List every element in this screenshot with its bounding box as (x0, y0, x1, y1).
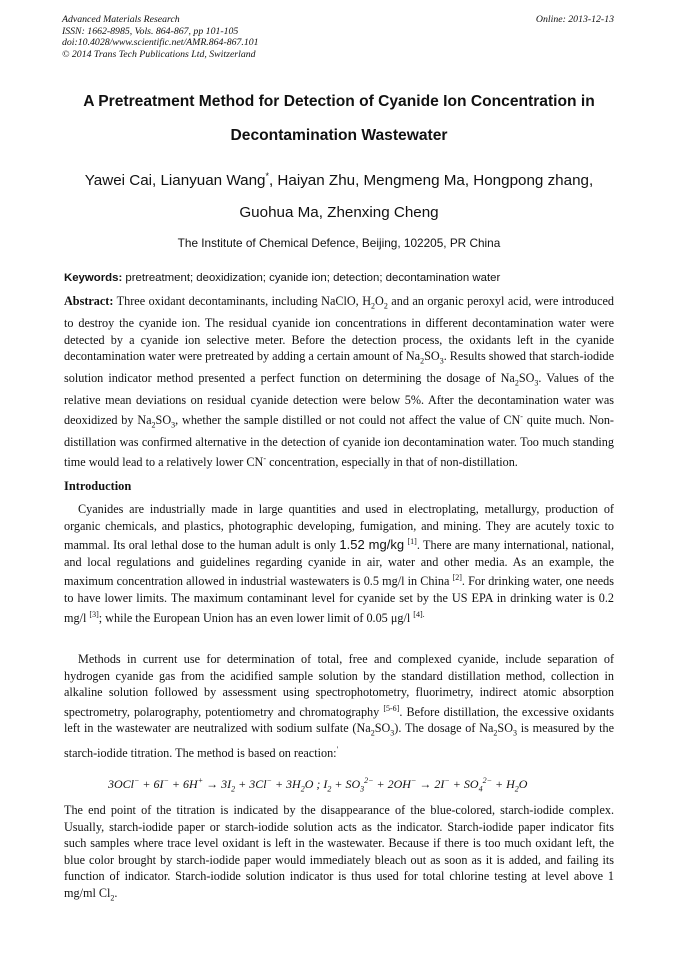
issn-line: ISSN: 1662-8985, Vols. 864-867, pp 101-105 (62, 25, 239, 37)
keywords-label: Keywords: (64, 272, 123, 284)
paper-title-line-2: Decontamination Wastewater (230, 127, 448, 144)
keywords (64, 271, 624, 286)
journal-header (62, 14, 259, 60)
authors-line-1: Yawei Cai, Lianyuan Wang*, Haiyan Zhu, Mengmeng Ma, Hongpong zhang, (84, 171, 594, 190)
reaction-equation: $3OCl^- + 6I^- + 6H^+ \to 3I_2 + 3Cl^- + 3H_2O$ ; $I_2 + SO_3^{2-} + 2OH^- \to 2I^- + SO_4^{2-} + H_2O$ (108, 776, 528, 794)
paper-title-line-1: A Pretreatment Method for Detection of Cyanide Ion Concentration in (83, 93, 595, 110)
authors-line-2: Guohua Ma, Zhenxing Cheng (239, 204, 439, 221)
introduction-paragraph-1: Cyanides are industrially made in large quantities and used in electroplating, metallurgy, production of organic chemicals, and plastics, photographic developing, fumigation, and mining. They are acutely toxic to mammal. Its oral lethal dose to the human adult is only 1.52 mg/kg [1]. There are many international, national, and local regulations and guidelines regarding cyanide in air, water and other media. As an example, the maximum concentration allowed in industrial wastewaters is 0.5 mg/l in China [2]. For drinking water, one needs to have lower limits. The maximum contaminant level for cyanide set by the US EPA in drinking water is 0.2 mg/l [3]; while the European Union has an even lower limit of 0.05 μg/l $^{[4].}$ (64, 502, 615, 625)
online-date: Online: 2013-12-13 (535, 14, 614, 25)
corresponding-author-mark: * (265, 171, 269, 181)
introduction-paragraph-2: Methods in current use for determination of total, free and complexed cyanide, include separation of hydrogen cyanide gas from the acidified sample solution by the standard distillation method, collection in alkaline solution followed by assessment using spectrophotometry, fluorimetry, indirect atomic absorption spectrometry, polarography, potentiometry and chromatography [5-6]. Before distillation, the excessive oxidants left in the wastewater are neutralized with sodium sulfate $(Na_2SO_3)$. The dosage of $Na_2SO_3$ is measured by the starch-iodide titration. The method is based on reaction:' (64, 652, 615, 761)
doi-line: doi:10.4028/www.scientific.net/AMR.864-867.101 (62, 37, 259, 49)
affiliation: The Institute of Chemical Defence, Beijing, 102205, PR China (177, 236, 501, 250)
introduction-paragraph-3: The end point of the titration is indicated by the disappearance of the blue-colored, starch-iodide complex. Usually, starch-iodide paper or starch-iodide solution acts as the indicator. Starch-iodide paper indicator fits such samples where trace level oxidant is left in the wastewater. Because if there is too much oxidant left, the blue color brought by starch-iodide paper would immediately bleach out as soon as it is added, and failing its function of indicator. Starch-iodide solution indicator is thus used for total chlorine testing at level above 1 mg/ml $Cl_2$. (64, 803, 614, 903)
lethal-dose: 1.52 mg/kg (339, 537, 405, 553)
copyright-line: © 2014 Trans Tech Publications Ltd, Switzerland (62, 48, 256, 60)
abstract-label: Abstract: (64, 294, 114, 308)
introduction-heading: Introduction (64, 479, 132, 493)
journal-name: Advanced Materials Research (62, 14, 180, 25)
keywords-text: pretreatment; deoxidization; cyanide ion; detection; decontamination water (122, 272, 501, 284)
abstract: Abstract: Three oxidant decontaminants, including NaClO, $H_2O_2$ and an organic peroxyl acid, were introduced to destroy the cyanide ion. The residual cyanide ion concentrations in different decontamination water were detected by a cyanide ion selective meter. Before the detection process, the oxidants left in the cyanide decontamination water were pretreated by adding a certain amount of $Na_2SO_3$. Results showed that starch-iodide solution indicator method presented a perfect function on determining the dosage of $Na_2SO_3$. Values of the relative mean deviations on residual cyanide detection were below 5%. After the decontamination water was deoxidized by $Na_2SO_3$, whether the sample distilled or not could not affect the value of CN- quite much. Non-distillation was confirmed alternative in the detection of cyanide ion decontamination water. Too much standing time would lead to a relatively lower CN- concentration, especially in that of non-distillation. (64, 294, 614, 469)
